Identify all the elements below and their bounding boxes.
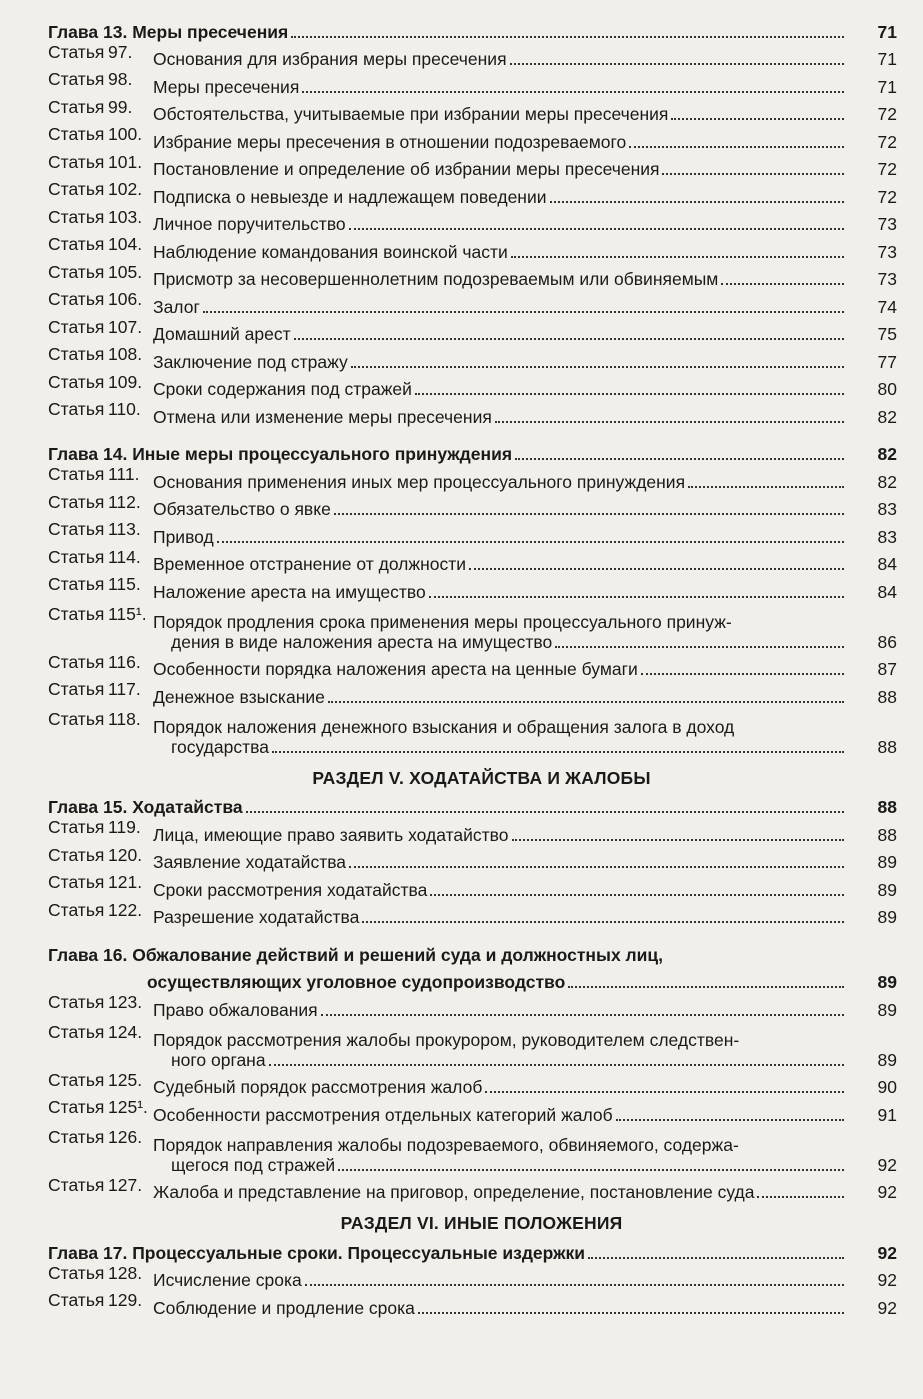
article-title <box>153 612 847 652</box>
article-number: 114. <box>108 546 141 567</box>
article-label: Статья <box>48 289 105 309</box>
article-label: Статья <box>48 1290 105 1310</box>
article-number: 111. <box>108 464 140 484</box>
article-title: Временное отстранение от должности <box>153 554 467 574</box>
article-number: 105. <box>108 261 143 282</box>
article-label: Статья <box>48 1021 105 1042</box>
article-label: Статья <box>48 491 105 512</box>
article-number: 98. <box>108 69 133 89</box>
section-heading: РАЗДЕЛ VI. ИНЫЕ ПОЛОЖЕНИЯ <box>340 1213 623 1233</box>
article-number: 118. <box>108 708 141 729</box>
article-title-line2-wrap <box>153 632 847 652</box>
dot-leader <box>272 737 844 753</box>
chapter-title: Глава 17. Процессуальные сроки. Процессуальные издержки <box>48 1242 586 1263</box>
toc-entry <box>0 574 923 602</box>
toc-entry <box>0 1290 923 1318</box>
dot-leader <box>334 513 844 515</box>
dot-leader <box>671 118 844 120</box>
dot-leader <box>351 366 844 368</box>
page-number: 88 <box>877 797 897 817</box>
article-number: 125¹. <box>108 1097 148 1117</box>
article-title-line2-wrap <box>153 737 847 757</box>
toc-entry <box>0 547 923 575</box>
toc-entry <box>0 679 923 707</box>
toc-entry <box>0 707 923 757</box>
chapter-title: Глава 15. Ходатайства <box>48 797 243 817</box>
article-label: Статья <box>48 1174 105 1195</box>
toc-entry <box>0 124 923 152</box>
article-label: Статья <box>48 69 105 89</box>
chapter-title: Глава 14. Иные меры процессуального принуждения <box>48 444 513 464</box>
article-number: 103. <box>108 206 143 227</box>
toc-entry <box>0 1020 923 1070</box>
toc-entry <box>0 817 923 845</box>
article-title: Заключение под стражу <box>153 351 348 372</box>
article-label: Статья <box>48 899 105 920</box>
article-title-line2: ного органа <box>171 1049 266 1070</box>
page-number: 73 <box>877 241 897 262</box>
article-title: Жалоба и представление на приговор, определение, постановление суда <box>153 1182 755 1202</box>
article-label: Статья <box>48 546 105 567</box>
page-number: 71 <box>877 21 897 42</box>
article-title: Наложение ареста на имущество <box>153 581 426 602</box>
dot-leader <box>430 894 844 896</box>
article-title: Денежное взыскание <box>153 686 325 707</box>
article-label: Статья <box>48 844 105 865</box>
article-label: Статья <box>48 1069 105 1090</box>
article-label: Статья <box>48 399 105 419</box>
page-number: 89 <box>877 907 897 927</box>
page-number: 72 <box>877 159 897 179</box>
article-number: 99. <box>108 96 133 117</box>
article-title-line1: Порядок наложения денежного взыскания и обращения залога в доход <box>153 716 735 737</box>
dot-leader <box>568 986 844 988</box>
toc-entry <box>0 992 923 1020</box>
page-number: 86 <box>877 631 897 652</box>
chapter-heading <box>0 14 923 42</box>
article-label: Статья <box>48 206 105 227</box>
article-label: Статья <box>48 316 105 337</box>
article-title: Основания для избрания меры пресечения <box>153 49 507 69</box>
page-number: 92 <box>877 1182 897 1202</box>
article-title-line2: щегося под стражей <box>171 1154 336 1175</box>
article-label: Статья <box>48 179 105 199</box>
article-label: Статья <box>48 708 105 729</box>
page-number: 90 <box>877 1077 897 1097</box>
article-title: Особенности рассмотрения отдельных категорий жалоб <box>153 1104 613 1125</box>
page-number: 82 <box>877 406 897 427</box>
dot-leader <box>362 921 844 923</box>
dot-leader <box>512 839 845 841</box>
dot-leader <box>203 311 844 313</box>
article-number: 112. <box>108 491 141 512</box>
dot-leader <box>217 541 844 543</box>
article-label: Статья <box>48 679 105 699</box>
page-number: 80 <box>877 379 897 399</box>
article-label: Статья <box>48 519 105 539</box>
toc-entry <box>0 1175 923 1203</box>
page-number: 89 <box>877 852 897 872</box>
toc-entry <box>0 1263 923 1291</box>
article-title: Соблюдение и продление срока <box>153 1297 415 1318</box>
page-number: 84 <box>877 581 897 602</box>
dot-leader <box>305 1284 844 1286</box>
dot-leader <box>418 1312 844 1314</box>
chapter-heading <box>0 937 923 965</box>
page-number: 89 <box>877 1049 897 1070</box>
page-number: 72 <box>877 104 897 124</box>
page-number: 74 <box>877 296 897 317</box>
dot-leader <box>294 338 844 340</box>
page-number: 89 <box>877 972 897 992</box>
page-number: 92 <box>877 1154 897 1175</box>
article-title: Сроки содержания под стражей <box>153 379 412 399</box>
article-label: Статья <box>48 992 105 1012</box>
dot-leader <box>511 256 844 258</box>
toc-entry <box>0 152 923 180</box>
chapter-title: Глава 16. Обжалование действий и решений суда и должностных лиц, <box>48 944 664 965</box>
toc-entry <box>0 399 923 427</box>
section-heading: РАЗДЕЛ V. ХОДАТАЙСТВА И ЖАЛОБЫ <box>312 767 651 788</box>
dot-leader <box>328 701 844 703</box>
article-label: Статья <box>48 96 105 117</box>
spacer <box>0 427 923 437</box>
article-label: Статья <box>48 124 105 144</box>
page-number: 72 <box>877 186 897 207</box>
dot-leader <box>616 1119 844 1121</box>
article-title: Особенности порядка наложения ареста на ценные бумаги <box>153 659 638 679</box>
article-title-line2: государства <box>171 736 269 757</box>
chapter-heading <box>0 437 923 465</box>
toc-entry <box>0 97 923 125</box>
article-number: 127. <box>108 1174 143 1195</box>
page-number: 92 <box>877 1242 897 1263</box>
article-number: 97. <box>108 41 133 62</box>
toc-entry <box>0 1097 923 1125</box>
dot-leader <box>510 63 844 65</box>
article-title: Судебный порядок рассмотрения жалоб <box>153 1077 483 1097</box>
chapter-heading <box>0 790 923 818</box>
page-number: 91 <box>877 1104 897 1125</box>
dot-leader <box>662 173 844 175</box>
page-number: 77 <box>877 351 897 372</box>
article-number: 117. <box>108 679 141 699</box>
article-number: 128. <box>108 1262 143 1283</box>
dot-leader <box>495 421 844 423</box>
toc-entry <box>0 372 923 400</box>
page-number: 73 <box>877 214 897 234</box>
toc-entry <box>0 179 923 207</box>
article-title: Подписка о невыезде и надлежащем поведении <box>153 186 547 207</box>
article-title-line1: Порядок продления срока применения меры процессуального принуж- <box>153 611 732 632</box>
article-number: 102. <box>108 179 143 199</box>
toc-entry <box>0 845 923 873</box>
dot-leader <box>415 393 844 395</box>
article-number: 113. <box>108 519 141 539</box>
article-label: Статья <box>48 1097 105 1117</box>
toc-entry <box>0 344 923 372</box>
article-title-line2-wrap <box>153 1050 847 1070</box>
dot-leader <box>269 1050 844 1066</box>
article-title-line2: дения в виде наложения ареста на имущество <box>171 631 553 652</box>
article-title: Право обжалования <box>153 999 318 1020</box>
toc-entry <box>0 207 923 235</box>
page-number: 92 <box>877 1270 897 1290</box>
article-title: Присмотр за несовершеннолетним подозреваемым или обвиняемым <box>153 269 719 289</box>
dot-leader <box>429 596 844 598</box>
page-number: 89 <box>877 879 897 900</box>
article-number: 100. <box>108 124 143 144</box>
page-number: 71 <box>877 76 897 97</box>
page-number: 82 <box>877 471 897 492</box>
article-number: 116. <box>108 651 141 672</box>
article-number: 107. <box>108 316 143 337</box>
dot-leader <box>550 201 844 203</box>
article-title: Привод <box>153 526 214 547</box>
article-title: Наблюдение командования воинской части <box>153 241 508 262</box>
dot-leader <box>302 91 844 93</box>
article-number: 109. <box>108 371 143 392</box>
article-number: 106. <box>108 289 143 309</box>
dot-leader <box>321 1014 844 1016</box>
chapter-title: Глава 13. Меры пресечения <box>48 21 289 42</box>
page-number: 82 <box>877 444 897 464</box>
article-number: 120. <box>108 844 143 865</box>
article-number: 101. <box>108 151 143 172</box>
article-label: Статья <box>48 151 105 172</box>
article-number: 129. <box>108 1290 143 1310</box>
dot-leader <box>629 146 844 148</box>
page-number: 84 <box>877 554 897 574</box>
toc-entry <box>0 900 923 928</box>
page-number: 88 <box>877 736 897 757</box>
toc-entry <box>0 69 923 97</box>
page-number: 87 <box>877 659 897 679</box>
chapter-title: осуществляющих уголовное судопроизводство <box>147 972 566 992</box>
article-label: Статья <box>48 371 105 392</box>
article-label: Статья <box>48 261 105 282</box>
article-number: 126. <box>108 1126 143 1147</box>
article-title: Исчисление срока <box>153 1270 302 1290</box>
dot-leader <box>338 1155 844 1171</box>
dot-leader <box>721 283 844 285</box>
article-label: Статья <box>48 1126 105 1147</box>
article-number: 115¹. <box>108 603 147 624</box>
dot-leader <box>588 1257 844 1259</box>
page-number: 89 <box>877 999 897 1020</box>
toc-entry <box>0 317 923 345</box>
page-number: 92 <box>877 1297 897 1318</box>
article-title: Сроки рассмотрения ходатайства <box>153 879 428 900</box>
article-number: 123. <box>108 992 143 1012</box>
article-title-line1: Порядок направления жалобы подозреваемого, обвиняемого, содержа- <box>153 1134 739 1155</box>
article-title <box>153 1135 847 1175</box>
page-number: 71 <box>877 49 897 69</box>
chapter-heading <box>0 1235 923 1263</box>
article-number: 108. <box>108 344 143 364</box>
article-number: 124. <box>108 1021 143 1042</box>
article-title: Лица, имеющие право заявить ходатайство <box>153 824 509 845</box>
article-label: Статья <box>48 1262 105 1283</box>
article-number: 110. <box>108 399 141 419</box>
article-title: Разрешение ходатайства <box>153 907 360 927</box>
article-label: Статья <box>48 603 105 624</box>
toc-entry <box>0 42 923 70</box>
article-number: 122. <box>108 899 143 920</box>
toc-entry <box>0 602 923 652</box>
article-title <box>153 717 847 757</box>
dot-leader <box>485 1091 844 1093</box>
article-title: Домашний арест <box>153 324 291 344</box>
spacer <box>0 927 923 937</box>
dot-leader <box>515 458 844 460</box>
page-number: 75 <box>877 324 897 344</box>
article-label: Статья <box>48 872 105 892</box>
page-number: 83 <box>877 499 897 519</box>
article-label: Статья <box>48 234 105 254</box>
dot-leader <box>349 228 844 230</box>
article-number: 104. <box>108 234 143 254</box>
page-number: 88 <box>877 686 897 707</box>
article-title: Отмена или изменение меры пресечения <box>153 406 492 427</box>
toc-entry <box>0 1125 923 1175</box>
dot-leader <box>641 673 844 675</box>
article-title: Постановление и определение об избрании меры пресечения <box>153 159 660 179</box>
article-label: Статья <box>48 817 105 837</box>
article-number: 125. <box>108 1069 143 1090</box>
dot-leader <box>469 568 844 570</box>
article-title: Обстоятельства, учитываемые при избрании меры пресечения <box>153 104 669 124</box>
article-title: Обязательство о явке <box>153 499 331 519</box>
page-number: 72 <box>877 131 897 152</box>
toc-entry <box>0 289 923 317</box>
toc-entry <box>0 652 923 680</box>
toc-entry <box>0 234 923 262</box>
page-number: 83 <box>877 526 897 547</box>
article-label: Статья <box>48 344 105 364</box>
dot-leader <box>757 1196 844 1198</box>
toc-entry <box>0 492 923 520</box>
article-title: Меры пресечения <box>153 76 300 97</box>
page-number: 73 <box>877 269 897 289</box>
dot-leader <box>246 811 844 813</box>
chapter-heading <box>0 965 923 993</box>
article-title-line2-wrap <box>153 1155 847 1175</box>
article-title: Залог <box>153 296 200 317</box>
article-number: 115. <box>108 574 141 594</box>
toc-entry <box>0 1070 923 1098</box>
toc-entry <box>0 262 923 290</box>
article-title <box>153 1030 847 1070</box>
dot-leader <box>291 36 844 38</box>
article-title: Личное поручительство <box>153 214 346 234</box>
article-label: Статья <box>48 574 105 594</box>
article-number: 121. <box>108 872 143 892</box>
article-title: Заявление ходатайства <box>153 852 347 872</box>
toc-entry <box>0 464 923 492</box>
article-number: 119. <box>108 817 141 837</box>
dot-leader <box>349 866 844 868</box>
article-title: Основания применения иных мер процессуального принуждения <box>153 471 686 492</box>
article-label: Статья <box>48 41 105 62</box>
toc-entry <box>0 872 923 900</box>
dot-leader <box>555 632 844 648</box>
dot-leader <box>688 486 844 488</box>
toc-entry <box>0 519 923 547</box>
article-title: Избрание меры пресечения в отношении подозреваемого <box>153 131 627 152</box>
page-number: 88 <box>877 824 897 845</box>
article-label: Статья <box>48 464 105 484</box>
article-label: Статья <box>48 651 105 672</box>
article-title-line1: Порядок рассмотрения жалобы прокурором, руководителем следствен- <box>153 1029 740 1050</box>
